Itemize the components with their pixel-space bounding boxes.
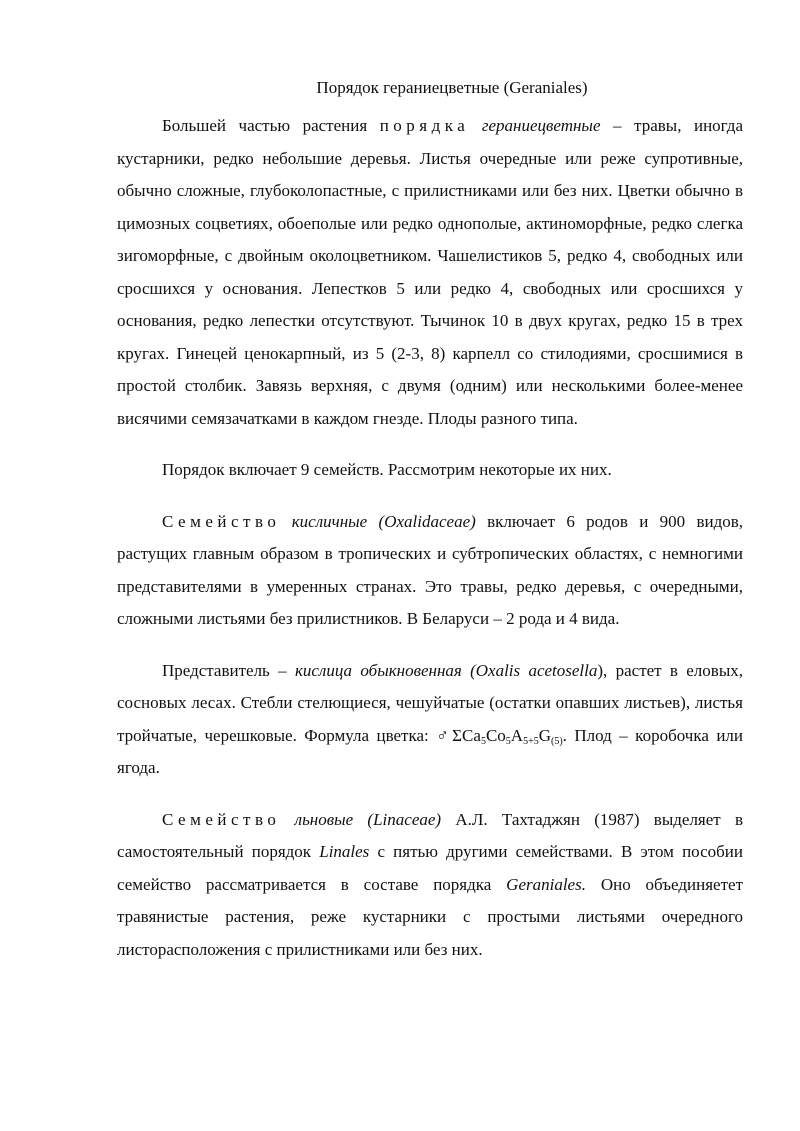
formula-part: ♂ΣCa (436, 725, 481, 745)
text-run: Плод – коробочка или ягода. (117, 725, 744, 777)
italic-term: гераниецветные (481, 116, 601, 135)
italic-term: льновые (Linaceae) (294, 809, 442, 829)
italic-term: кислица обыкновенная (Oxalis acetosella (294, 660, 598, 680)
spaced-term: Семейство (162, 809, 281, 829)
flower-formula (436, 726, 567, 745)
text-run: Представитель – (162, 660, 295, 680)
italic-term: Linales (319, 842, 370, 861)
formula-subscript: 5 (480, 735, 486, 747)
italic-term: кисличные (Oxalidaceae) (291, 511, 476, 531)
formula-part: Co (485, 725, 506, 745)
italic-term: Geraniales. (506, 874, 586, 894)
document-page (117, 72, 743, 985)
paragraph-families-count: Порядок включает 9 семейств. Рассмотрим некоторые их них. (162, 460, 612, 479)
spaced-term: порядка (379, 116, 470, 135)
text-run: ), растет в еловых, сосновых лесах. Стебли стелющиеся, чешуйчатые (остатки опавших листьев), листья тройчатые, черешковые. Формула цветка: (117, 660, 743, 745)
paragraph-oxalis-acetosella (117, 655, 743, 785)
formula-subscript: 5 (505, 735, 511, 747)
formula-subscript: (5) (550, 735, 563, 747)
text-run: Большей частью растения (162, 116, 380, 135)
paragraph-oxalidaceae (117, 506, 743, 636)
formula-part: G (538, 725, 551, 745)
section-title: Порядок гераниецветные (Geraniales) (316, 78, 588, 97)
text-run: Оно объединяетет травянистые растения, реже кустарники с простыми листьями очередного листорасположения с прилистниками или без них. (117, 874, 743, 959)
paragraph-order-description (117, 110, 743, 435)
text-run: А.Л. Тахтаджян (1987) выделяет в самостоятельный порядок (117, 809, 744, 861)
text-run: включает 6 родов и 900 видов, растущих главным образом в тропических и субтропических областях, с немногими представителями в умеренных странах. Это травы, редко деревья, с очередными, сложными листьями без прилистников. В Беларуси – 2 рода и 4 вида. (117, 511, 743, 628)
formula-subscript: 5+5 (523, 735, 539, 747)
spaced-term: Семейство (162, 511, 281, 531)
paragraph-linaceae (117, 804, 743, 967)
text-run: – травы, иногда кустарники, редко небольшие деревья. Листья очередные или реже супротивные, обычно сложные, глубоколопастные, с прилистниками или без них. Цветки обычно в цимозных соцветиях, обоеполые или редко однополые, актиноморфные, редко слегка зигоморфные, с двойным околоцветником. Чашелистиков 5, редко 4, свободных или сросшихся у основания. Лепестков 5 или редко 4, свободных или сросшихся у основания, редко лепестки отсутствуют. Тычинок 10 в двух кругах, редко 15 в трех кругах. Гинецей ценокарпный, из 5 (2-3, 8) карпелл со стилодиями, сросшимися в простой столбик. Завязь верхняя, с двумя (одним) или несколькими более-менее висячими семязачатками в каждом гнезде. Плоды разного типа. (117, 116, 743, 428)
formula-part: A (510, 725, 524, 745)
text-run: с пятью другими семействами. В этом пособии семейство рассматривается в составе порядка (117, 842, 743, 894)
formula-part: . (562, 725, 567, 745)
